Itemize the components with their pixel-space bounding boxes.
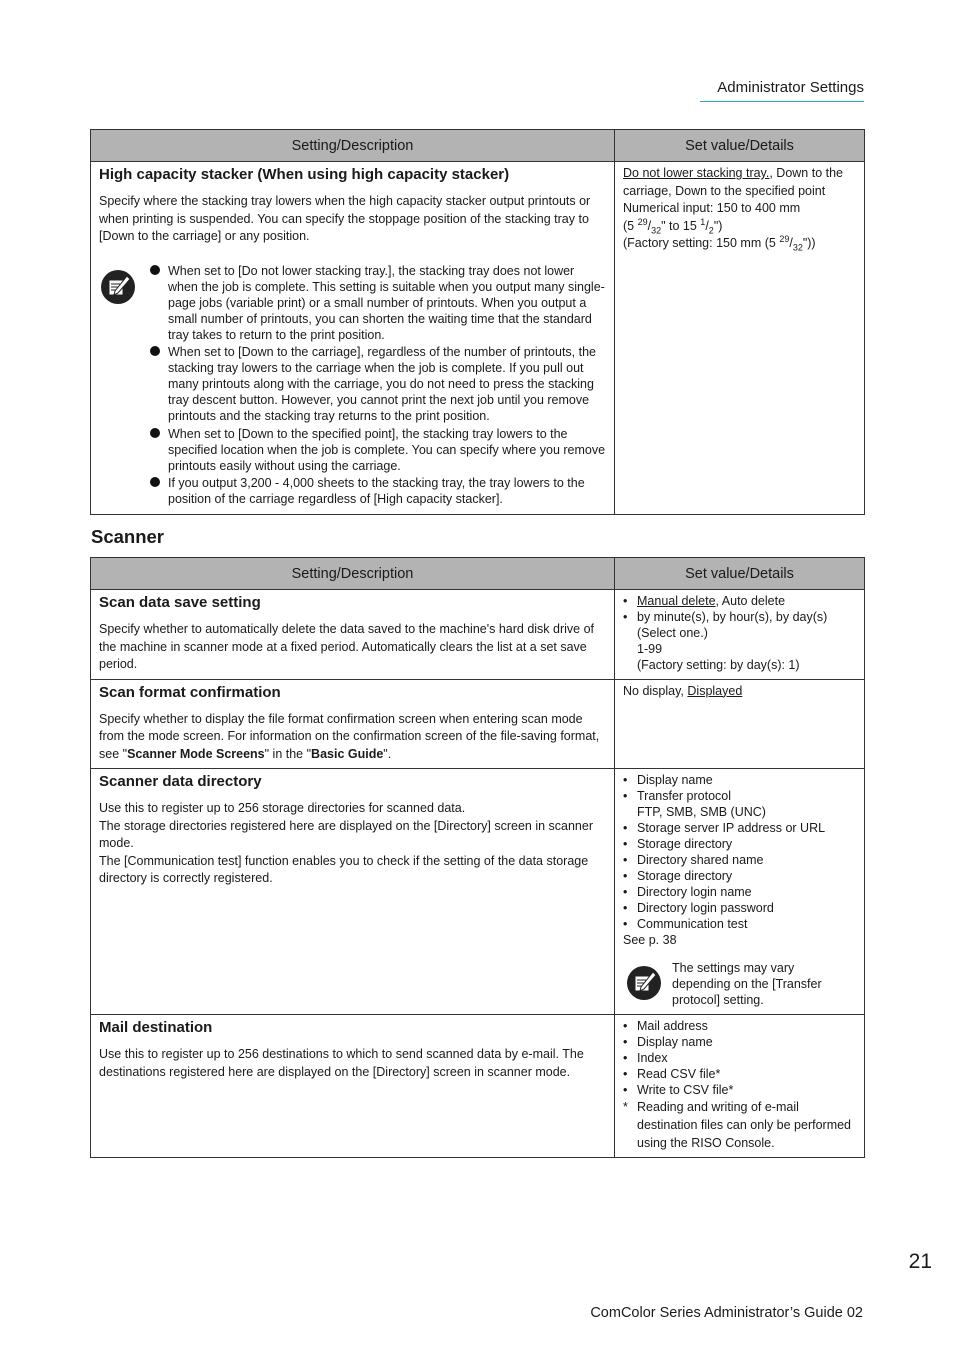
setting-value-cell (615, 590, 865, 680)
setting-title: High capacity stacker (When using high capacity stacker) (99, 166, 510, 183)
setting-title: Mail destination (99, 1019, 213, 1036)
memo-pencil-icon (626, 965, 662, 1001)
value-list (623, 593, 856, 673)
value-list (623, 772, 856, 932)
table-row (91, 769, 865, 1015)
list-item: • Storage directory (623, 869, 733, 883)
list-item: • Transfer protocol FTP, SMB, SMB (UNC) (623, 789, 766, 819)
setting-description-cell (91, 679, 615, 769)
list-item: • Mail address (623, 1019, 708, 1033)
list-item: • Storage directory (623, 837, 733, 851)
note-list (150, 263, 606, 509)
numerical-input: Numerical input: 150 to 400 mm (623, 201, 801, 215)
note-block (623, 960, 856, 1008)
running-header: Administrator Settings (700, 79, 864, 102)
list-item: • Write to CSV file* (623, 1083, 734, 1097)
setting-description-cell (91, 590, 615, 680)
setting-value-cell: No display, Displayed (615, 679, 865, 769)
scanner-settings-table (90, 557, 865, 1158)
table-header-row (91, 130, 865, 162)
setting-description: Specify where the stacking tray lowers when the high capacity stacker output printouts or when printing is suspended. You can specify the stoppage position of the stacking tray to [Down to the carriage] or any position. (99, 194, 591, 243)
list-item: • Display name (623, 1035, 713, 1049)
asterisk-note: * Reading and writing of e-mail destination files can only be performed using the RISO Console. (623, 1100, 852, 1150)
column-header-setting: Setting/Description (91, 558, 615, 590)
page-number: 21 (908, 1250, 932, 1273)
setting-description: Use this to register up to 256 destinations to which to send scanned data by e-mail. The destinations registered here are displayed on the [Directory] screen in scanner mode. (99, 1047, 584, 1079)
setting-value-cell (615, 769, 865, 1015)
list-item: • Read CSV file* (623, 1067, 721, 1081)
list-item: • by minute(s), by hour(s), by day(s) (Select one.) 1-99 (Factory setting: by day(s): 1) (623, 610, 828, 672)
setting-value-cell (615, 162, 865, 515)
table-row (91, 162, 865, 515)
table-row (91, 1015, 865, 1158)
list-item: • Communication test (623, 917, 748, 931)
column-header-value: Set value/Details (615, 558, 865, 590)
memo-pencil-icon (100, 269, 136, 305)
setting-description: Specify whether to automatically delete the data saved to the machine's hard disk drive of the machine in scanner mode at a fixed period. Automatically clears the list at a set save period. (99, 622, 595, 671)
note-item: When set to [Do not lower stacking tray.], the stacking tray does not lower when the job is complete. This setting is suitable when you output many single-page jobs (variable print) or a small number of printouts. When you output a small number of printouts, you can shorten the waiting time that the standard tray takes to return to the print position. (150, 263, 606, 343)
list-item: • Manual delete, Auto delete (623, 594, 786, 608)
page-reference: See p. 38 (623, 933, 677, 947)
list-item: • Directory shared name (623, 853, 764, 867)
setting-description-cell (91, 162, 615, 515)
table-header-row (91, 558, 865, 590)
factory-setting: (Factory setting: 150 mm (5 $^{29}/_{32}$")) (623, 233, 816, 253)
list-item: • Directory login password (623, 901, 774, 915)
note-text: The settings may vary depending on the [Transfer protocol] setting. (672, 961, 822, 1007)
value-list (623, 1018, 856, 1152)
list-item: • Display name (623, 773, 713, 787)
admin-settings-table (90, 129, 865, 515)
setting-description: Use this to register up to 256 storage directories for scanned data. The storage directories registered here are displayed on the [Directory] screen in scanner mode. The [Communication test] function enables you to check if the setting of the data storage directory is correctly registered. (99, 801, 594, 885)
setting-description-cell (91, 769, 615, 1015)
default-value: Do not lower stacking tray. (623, 166, 770, 180)
note-item: When set to [Down to the carriage], regardless of the number of printouts, the stacking tray lowers to the carriage when the job is complete. If you pull out many printouts along with the carriage, you do not need to press the stacking tray descent button. However, you cannot print the next job until you remove printouts and the stacking tray returns to the print position. (150, 344, 606, 424)
setting-title: Scan data save setting (99, 594, 261, 611)
table-row (91, 590, 865, 680)
section-title: Scanner (91, 526, 165, 547)
table-row (91, 679, 865, 769)
list-item: • Directory login name (623, 885, 752, 899)
list-item: • Storage server IP address or URL (623, 821, 826, 835)
setting-title: Scanner data directory (99, 773, 262, 790)
note-item: When set to [Down to the specified point], the stacking tray lowers to the specified location when the job is complete. You can specify where you remove printouts easily without using the carriage. (150, 426, 606, 474)
column-header-setting: Setting/Description (91, 130, 615, 162)
column-header-value: Set value/Details (615, 130, 865, 162)
setting-value-cell (615, 1015, 865, 1158)
setting-description: Specify whether to display the file format confirmation screen when entering scan mode from the mode screen. For information on the confirmation screen of the file-saving format, see "Scanner Mode Screens" in the "Basic Guide". (99, 711, 600, 761)
list-item: • Index (623, 1051, 668, 1065)
setting-title: Scan format confirmation (99, 683, 281, 701)
footer-text: ComColor Series Administrator’s Guide 02 (590, 1305, 863, 1321)
range-inches: (5 $^{29}/_{32}$" to 15 $^1/_2$") (623, 216, 723, 235)
note-block (99, 263, 606, 509)
default-value: Displayed (687, 683, 743, 698)
note-item: If you output 3,200 - 4,000 sheets to the stacking tray, the tray lowers to the position of the carriage regardless of [High capacity stacker]. (150, 475, 606, 507)
setting-description-cell (91, 1015, 615, 1158)
value-options: , Down to the carriage, Down to the specified point (623, 166, 844, 198)
